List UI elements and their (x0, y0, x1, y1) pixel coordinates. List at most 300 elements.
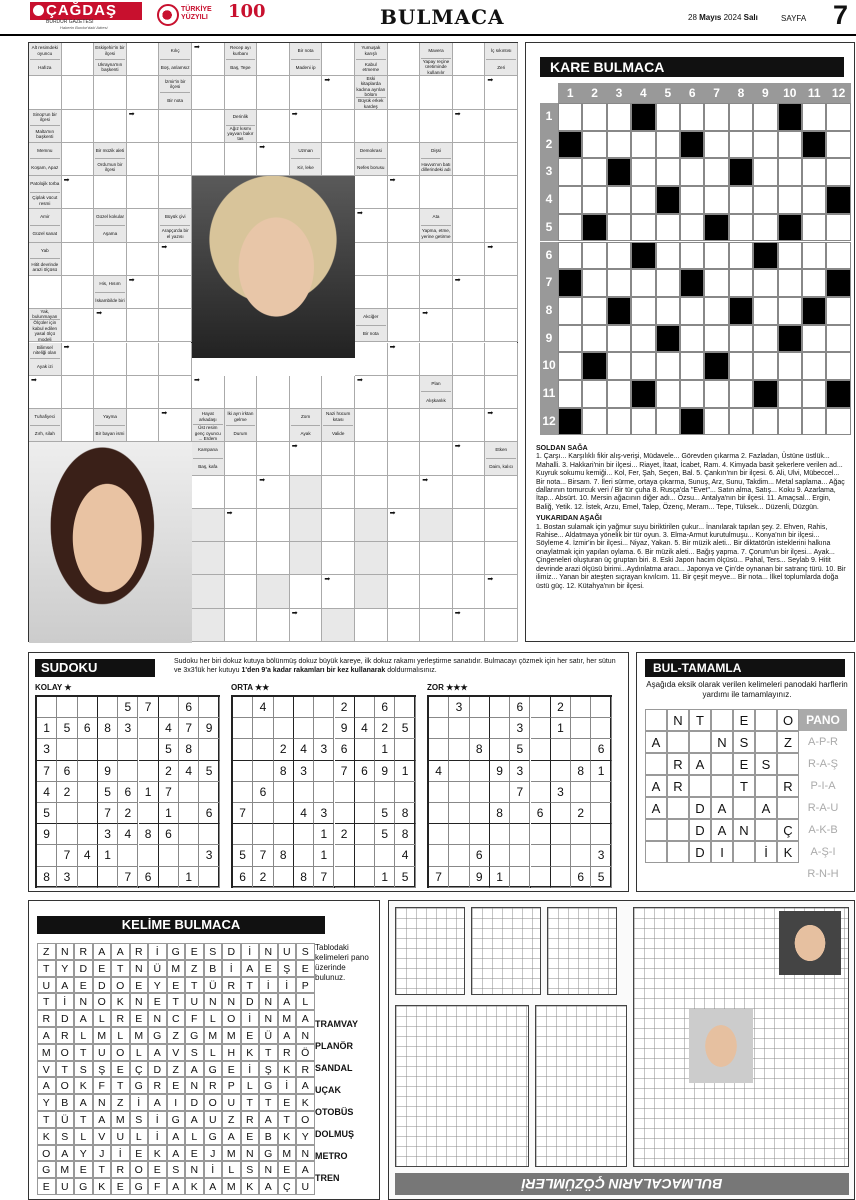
sudoku-cell (98, 739, 118, 760)
kelime-cell: O (130, 1161, 149, 1178)
kare-cell (802, 380, 826, 408)
kelime-instructions: Tablodaki kelimeleri pano üzerinde bulunuz. (315, 943, 369, 982)
sudoku-cell: 4 (294, 803, 314, 824)
bul-cell (755, 731, 777, 753)
answer-cell (192, 143, 225, 176)
clue-cell (192, 542, 225, 575)
clue-text: Bir nota (297, 48, 314, 54)
answer-cell (420, 542, 453, 575)
clue-cell (290, 409, 323, 442)
clue-text: Nazi hücum kıtası (326, 411, 351, 422)
arrow-icon: ➡ (161, 243, 168, 251)
sudoku-cell (98, 867, 118, 888)
kare-cell (680, 380, 704, 408)
sudoku-cell (449, 739, 469, 760)
clue-text: İki ayrı irktan gelme (227, 411, 254, 422)
sudoku-cell: 1 (375, 739, 395, 760)
clue-cell (290, 43, 323, 76)
sudoku-cell: 6 (118, 782, 138, 803)
answer-cell (355, 276, 388, 309)
arrow-icon: ➡ (96, 310, 103, 318)
answer-cell (453, 343, 486, 376)
bul-cell: D (689, 797, 711, 819)
black-cell (802, 297, 826, 325)
kelime-cell: E (111, 1061, 130, 1078)
clue-cell (225, 110, 258, 143)
kelime-cell: R (204, 1077, 223, 1094)
bul-cell: Z (777, 731, 799, 753)
kelime-cell: O (111, 977, 130, 994)
sudoku-cell (335, 803, 355, 824)
sudoku-cell (57, 824, 77, 845)
kelime-cell: Y (37, 1094, 56, 1111)
kare-cell (582, 408, 606, 436)
answer-cell (322, 76, 355, 109)
clue-cell (192, 509, 225, 542)
answer-cell (159, 110, 192, 143)
answer-cell (485, 209, 518, 242)
kare-cell (729, 325, 753, 353)
kelime-cell: L (185, 1128, 204, 1145)
answer-cell (94, 76, 127, 109)
kare-row-number: 4 (540, 186, 558, 214)
arrow-icon: ➡ (128, 276, 135, 284)
kelime-cell: İ (148, 1111, 167, 1128)
kelime-cell: U (278, 943, 297, 960)
kelime-cell: R (278, 1044, 297, 1061)
bul-cell (733, 841, 755, 863)
sudoku-cell (571, 718, 591, 739)
sudoku-cell: 5 (199, 761, 219, 782)
sudoku-cell (355, 867, 375, 888)
clue-text: Ayak (291, 425, 321, 442)
kare-cell (680, 297, 704, 325)
kelime-cell: P (296, 977, 315, 994)
sudoku-cell: 9 (335, 718, 355, 739)
kare-cell (729, 269, 753, 297)
arrow-icon: ➡ (389, 177, 396, 185)
answer-cell (453, 542, 486, 575)
clue-cell (29, 43, 62, 76)
answer-cell (257, 442, 290, 475)
kare-cell (631, 186, 655, 214)
kelime-cell: S (241, 1161, 260, 1178)
kelime-cell: T (111, 1077, 130, 1094)
sudoku-cell (314, 718, 334, 739)
bul-cell: A (689, 753, 711, 775)
sudoku-cell: 6 (571, 867, 591, 888)
clue-text: Yapay reçine üretiminde kullanılır (422, 59, 450, 75)
clue-cell (420, 143, 453, 176)
sudoku-cell (571, 845, 591, 866)
kare-cell (582, 242, 606, 270)
black-cell (680, 269, 704, 297)
answer-cell (62, 376, 95, 409)
kelime-cell: Ü (56, 1111, 75, 1128)
kare-col-number: 3 (607, 83, 631, 103)
kare-cell (582, 158, 606, 186)
kelime-cell: A (278, 993, 297, 1010)
solution-sudoku-1 (395, 907, 465, 995)
answer-cell (420, 110, 453, 143)
answer-cell (290, 442, 323, 475)
kelime-cell: T (111, 960, 130, 977)
kare-cell (582, 103, 606, 131)
kelime-cell: N (130, 993, 149, 1010)
kelime-cell: U (185, 993, 204, 1010)
sudoku-cell: 6 (510, 697, 530, 718)
black-cell (826, 186, 850, 214)
kelime-cell: K (37, 1128, 56, 1145)
kelime-cell: A (74, 1010, 93, 1027)
answer-cell (388, 542, 421, 575)
kare-cell (582, 131, 606, 159)
kelime-cell: D (148, 1061, 167, 1078)
kelime-cell: L (130, 1128, 149, 1145)
arrow-icon: ➡ (487, 576, 494, 584)
clue-text: Güzel sanat (30, 225, 60, 242)
kelime-cell: S (296, 943, 315, 960)
clue-text: Ordu'nun bir ilçesi (95, 158, 125, 175)
sudoku-cell: 6 (159, 824, 179, 845)
answer-cell (127, 43, 160, 76)
answer-cell (485, 542, 518, 575)
kelime-cell: E (130, 977, 149, 994)
answer-cell (127, 309, 160, 342)
answer-cell (485, 509, 518, 542)
kelime-cell: M (222, 1027, 241, 1044)
kare-cell (753, 158, 777, 186)
clue-text: Yab (40, 247, 49, 253)
clue-text: Boş, anlamsız (160, 59, 190, 76)
clue-cell (29, 110, 62, 143)
clue-text: Bir nota (160, 92, 190, 109)
kare-col-number: 11 (802, 83, 826, 103)
answer-cell (192, 376, 225, 409)
clue-cell (420, 43, 453, 76)
clue-cell (159, 76, 192, 109)
kelime-cell: E (222, 1061, 241, 1078)
sudoku-cell (531, 761, 551, 782)
kare-col-number: 5 (656, 83, 680, 103)
kare-cell (558, 325, 582, 353)
clue-cell (225, 409, 258, 442)
kelime-cell: J (93, 1145, 112, 1162)
answer-cell (62, 243, 95, 276)
clue-cell (322, 609, 355, 642)
answer-cell (355, 442, 388, 475)
sudoku-cell: 4 (179, 761, 199, 782)
solution-sudoku-3 (547, 907, 617, 995)
header-rule (0, 34, 856, 36)
black-cell (607, 158, 631, 186)
clue-cell (420, 376, 453, 409)
clue-cell (355, 509, 388, 542)
kare-cell (802, 352, 826, 380)
arrow-icon: ➡ (487, 77, 494, 85)
sudoku-cell: 1 (179, 867, 199, 888)
clue-text: İzmir'in bir ilçesi (164, 78, 186, 90)
kelime-cell: Y (74, 1145, 93, 1162)
sudoku-cell (179, 803, 199, 824)
answer-cell (453, 143, 486, 176)
bul-cell: E (733, 709, 755, 731)
kare-cell (582, 380, 606, 408)
kare-cell (607, 352, 631, 380)
answer-cell (257, 409, 290, 442)
clue-text: Arapça'da bir el yazısı (160, 225, 190, 242)
sudoku-cell (118, 845, 138, 866)
answer-cell (94, 376, 127, 409)
kelime-cell: S (185, 1044, 204, 1061)
sudoku-cell: 7 (37, 761, 57, 782)
kelime-cell: T (93, 1161, 112, 1178)
kelime-cell: E (241, 1027, 260, 1044)
clue-cell (290, 509, 323, 542)
sudoku-cell (355, 739, 375, 760)
kelime-cell: G (259, 1145, 278, 1162)
answer-cell (127, 343, 160, 376)
sudoku-cell (591, 718, 611, 739)
clue-text: İskambilde biri (95, 292, 125, 309)
clue-text: Tuhafiyeci (34, 414, 56, 420)
clue-text: Bilimsel niteliği olan (33, 344, 57, 356)
answer-cell (94, 343, 127, 376)
kelime-cell: N (148, 1010, 167, 1027)
bul-tamamla-panel (636, 652, 855, 892)
kare-clues (536, 445, 848, 594)
clue-text: Büyük erkek kardeş (356, 97, 386, 109)
kelime-cell: K (74, 1077, 93, 1094)
answer-cell (453, 110, 486, 143)
arrow-icon: ➡ (259, 476, 266, 484)
kelime-cell: E (185, 1145, 204, 1162)
kelime-cell: A (204, 1178, 223, 1195)
kelime-cell: L (241, 1077, 260, 1094)
sudoku-cell: 7 (98, 803, 118, 824)
kelime-cell: T (278, 1111, 297, 1128)
clue-text: Amir (40, 214, 50, 220)
kelime-cell: N (130, 960, 149, 977)
black-cell (607, 297, 631, 325)
sudoku-cell: 7 (118, 867, 138, 888)
answer-cell (127, 276, 160, 309)
kelime-cell: M (130, 1027, 149, 1044)
kare-cell (826, 131, 850, 159)
sudoku-cell (233, 782, 253, 803)
sudoku-cell: 5 (591, 867, 611, 888)
sudoku-cell (355, 824, 375, 845)
kare-cell (729, 408, 753, 436)
clue-text: Memnu (37, 147, 53, 153)
kelime-cell: İ (278, 977, 297, 994)
sudoku-cell: 6 (57, 761, 77, 782)
sudoku-cell (490, 739, 510, 760)
kare-cell (656, 352, 680, 380)
sudoku-cell: 3 (510, 761, 530, 782)
kelime-cell: S (74, 1061, 93, 1078)
sudoku-cell: 9 (375, 761, 395, 782)
kelime-cell: R (130, 943, 149, 960)
answer-cell (388, 110, 421, 143)
kare-cell (778, 352, 802, 380)
kare-cell (558, 158, 582, 186)
kelime-cell: M (278, 1145, 297, 1162)
answer-cell (290, 609, 323, 642)
kelime-cell: Y (148, 977, 167, 994)
sudoku-cell: 3 (591, 845, 611, 866)
answer-cell (62, 176, 95, 209)
answer-cell (485, 575, 518, 608)
kare-cell (607, 214, 631, 242)
kelime-cell: T (167, 993, 186, 1010)
bul-cell: S (755, 753, 777, 775)
sudoku-cell (510, 845, 530, 866)
kelime-word: TREN (315, 1173, 340, 1183)
answer-cell (290, 575, 323, 608)
clue-text: Çiplak vücut resmi (30, 192, 60, 209)
kare-row-number: 5 (540, 214, 558, 242)
kare-col-number: 1 (558, 83, 582, 103)
sudoku-cell (253, 718, 273, 739)
answer-cell (388, 575, 421, 608)
arrow-icon: ➡ (422, 310, 429, 318)
kare-cell (607, 131, 631, 159)
black-cell (680, 131, 704, 159)
kelime-cell: A (74, 1094, 93, 1111)
kare-cell (680, 186, 704, 214)
kelime-cell: B (56, 1094, 75, 1111)
clue-text: Zeri (486, 59, 516, 76)
answer-cell (388, 509, 421, 542)
sudoku-cell: 3 (314, 739, 334, 760)
sudoku-cell: 4 (37, 782, 57, 803)
solution-sudoku-2 (471, 907, 541, 995)
kare-cell (558, 352, 582, 380)
kare-cell (704, 242, 728, 270)
kelime-cell: T (56, 1061, 75, 1078)
clue-cell (192, 609, 225, 642)
kare-cell (607, 103, 631, 131)
kare-cell (729, 131, 753, 159)
kare-cell (582, 186, 606, 214)
answer-cell (159, 376, 192, 409)
sudoku-cell (139, 803, 159, 824)
kare-cell (778, 186, 802, 214)
kelime-cell: Ö (296, 1044, 315, 1061)
kare-cell (802, 186, 826, 214)
bul-cell (667, 841, 689, 863)
sudoku-cell (253, 803, 273, 824)
answer-cell (159, 243, 192, 276)
answer-cell (225, 143, 258, 176)
clue-text: Alt resimdeki oyuncu (31, 45, 58, 56)
kare-cell (656, 214, 680, 242)
kelime-cell: L (74, 1027, 93, 1044)
kelime-cell: İ (148, 1128, 167, 1145)
answer-cell (225, 76, 258, 109)
kelime-cell: Z (167, 1061, 186, 1078)
kelime-cell: A (37, 1027, 56, 1044)
answer-cell (355, 376, 388, 409)
kare-cell (680, 352, 704, 380)
answer-cell (388, 409, 421, 442)
sudoku-cell (449, 867, 469, 888)
crossword-puzzle (28, 42, 518, 642)
kelime-cell: A (259, 1111, 278, 1128)
kelime-word: SANDAL (315, 1063, 353, 1073)
kelime-cell: Z (222, 1111, 241, 1128)
sudoku-cell: 1 (98, 845, 118, 866)
kare-cell (729, 186, 753, 214)
kelime-cell: A (296, 1010, 315, 1027)
black-cell (729, 297, 753, 325)
kelime-cell: A (185, 1061, 204, 1078)
answer-cell (62, 76, 95, 109)
sudoku-cell (571, 782, 591, 803)
sudoku-cell (375, 845, 395, 866)
sudoku-cell (57, 803, 77, 824)
kare-cell (729, 242, 753, 270)
answer-cell (485, 409, 518, 442)
answer-cell (29, 376, 62, 409)
clue-text: Dişsi (431, 147, 441, 153)
kare-cell (704, 186, 728, 214)
kelime-cell: L (111, 1027, 130, 1044)
answer-cell (388, 209, 421, 242)
sudoku-cell (510, 867, 530, 888)
kelime-cell: Z (37, 943, 56, 960)
sudoku-cell (531, 782, 551, 803)
kelime-cell: E (241, 1128, 260, 1145)
kelime-cell: Ç (278, 1178, 297, 1195)
answer-cell (420, 243, 453, 276)
clue-text: Patolojik torba (30, 181, 60, 187)
sudoku-cell (510, 824, 530, 845)
answer-cell (322, 509, 355, 542)
answer-cell (159, 176, 192, 209)
arrow-icon: ➡ (487, 410, 494, 418)
clue-cell (94, 43, 127, 76)
clue-text: His, Hısım (99, 281, 121, 287)
sudoku-cell (274, 867, 294, 888)
answer-cell (257, 609, 290, 642)
kare-cell (558, 380, 582, 408)
sudoku-cell: 8 (490, 803, 510, 824)
dark-haired-woman-photo (29, 441, 192, 643)
kelime-cell: M (204, 1027, 223, 1044)
kelime-cell: N (296, 1027, 315, 1044)
sudoku-cell (429, 718, 449, 739)
sudoku-cell: 3 (37, 739, 57, 760)
answer-cell (485, 476, 518, 509)
kare-cell (631, 158, 655, 186)
answer-cell (388, 376, 421, 409)
arrow-icon: ➡ (31, 376, 37, 384)
bul-cell (667, 731, 689, 753)
clue-text: Etken (495, 447, 508, 453)
kelime-cell: O (296, 1111, 315, 1128)
sudoku-cell (233, 697, 253, 718)
kare-cell (680, 242, 704, 270)
centenary-logo: 100 (228, 1, 266, 22)
sudoku-cell (470, 761, 490, 782)
kelime-cell: N (185, 1077, 204, 1094)
answer-cell (388, 442, 421, 475)
sudoku-cell: 2 (57, 782, 77, 803)
sudoku-cell: 7 (57, 845, 77, 866)
kelime-cell: O (204, 1094, 223, 1111)
